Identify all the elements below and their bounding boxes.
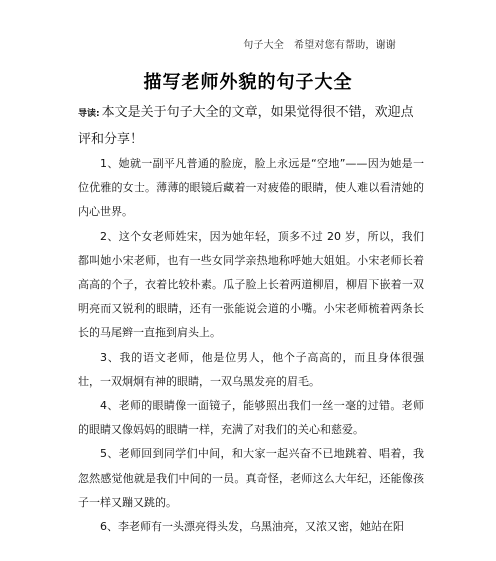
intro-paragraph xyxy=(78,100,424,153)
document-body xyxy=(78,152,424,539)
page-header xyxy=(243,36,396,51)
header-site-name: 句子大全 xyxy=(243,40,284,51)
paragraph-1: 1、她就一副平凡普通的脸庞，脸上永远是“空地”——因为她是一位优雅的女士。薄薄的眼镜后藏着一对疲倦的眼睛，使人难以看清她的内心世界。 xyxy=(78,157,424,219)
intro-label: 导读: xyxy=(78,109,100,119)
document-title: 描写老师外貌的句子大全 xyxy=(143,72,353,93)
paragraph-2: 2、这个女老师姓宋，因为她年轻，顶多不过 20 岁，所以，我们都叫她小宋老师，也有一些女同学亲热地称呼她大姐姐。小宋老师长着高高的个子，衣着比较朴素。瓜子脸上长着两道柳眉，柳眉下嵌着一双明亮而又锐利的眼睛，还有一张能说会道的小嘴。小宋老师梳着两条长长的马尾辫一直拖到肩头上。 xyxy=(78,229,424,340)
paragraph-6: 6、李老师有一头漂亮得头发，乌黑油亮，又浓又密，她站在阳 xyxy=(100,520,404,534)
intro-text: 本文是关于句子大全的文章，如果觉得很不错，欢迎点评和分享！ xyxy=(78,105,414,147)
paragraph-4: 4、老师的眼睛像一面镜子，能够照出我们一丝一毫的过错。老师的眼睛又像妈妈的眼睛一样，充满了对我们的关心和慈爱。 xyxy=(78,399,424,437)
paragraph-3: 3、我的语文老师，他是位男人，他个子高高的，而且身体很强壮，一双炯炯有神的眼睛，一双乌黑发亮的眉毛。 xyxy=(78,350,424,388)
paragraph-5: 5、老师回到同学们中间，和大家一起兴奋不已地跳着、唱着，我忽然感觉他就是我们中间的一员。真奇怪，老师这么大年纪，还能像孩子一样又蹦又跳的。 xyxy=(78,447,424,509)
header-note: 希望对您有帮助，谢谢 xyxy=(294,40,396,51)
